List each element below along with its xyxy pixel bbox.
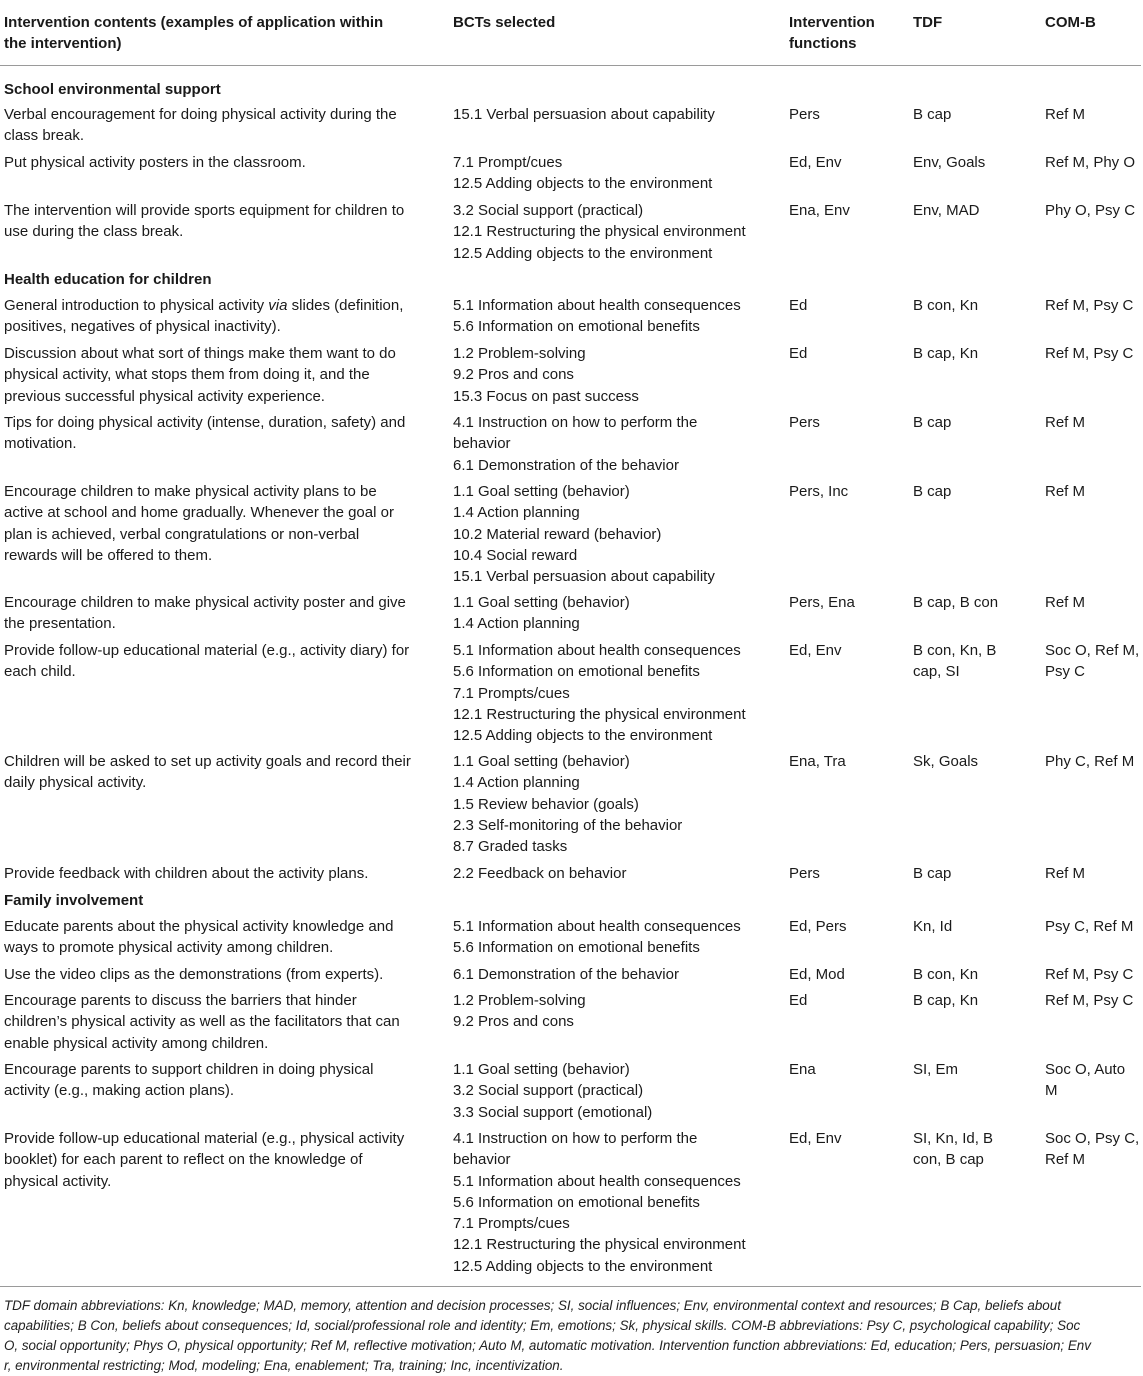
cell-line: B cap [913, 865, 952, 882]
cell-line: Encourage parents to support children in doing physical [4, 1061, 374, 1078]
cell-intervention-contents [4, 200, 404, 243]
cell-line: Ref M [1045, 106, 1086, 123]
cell-com-b [1045, 1059, 1125, 1102]
cell-com-b [1045, 1128, 1139, 1171]
cell-intervention-functions [789, 1059, 816, 1080]
cell-intervention-functions [789, 481, 848, 502]
cell-line: 12.5 Adding objects to the environment [453, 1257, 713, 1275]
cell-line: 1.4 Action planning [453, 504, 580, 522]
cell-intervention-functions [789, 964, 845, 985]
cell-intervention-contents [4, 343, 396, 407]
cell-line: Children will be asked to set up activity goals and record their [4, 753, 411, 770]
cell-com-b [1045, 200, 1135, 221]
cell-line: General introduction to physical activity via slides (definition, [4, 297, 404, 314]
cell-line: B con, Kn [913, 966, 979, 983]
cell-line: Provide feedback with children about the activity plans. [4, 865, 369, 882]
cell-line: 2.2 Feedback on behavior [453, 865, 627, 882]
cell-line: plan is achieved, verbal congratulations or non-verbal [4, 525, 360, 543]
cell-intervention-functions [789, 412, 820, 433]
cell-tdf [913, 295, 978, 316]
cell-line: daily physical activity. [4, 774, 147, 792]
cell-line: 1.4 Action planning [453, 615, 580, 633]
cell-bcts-selected [453, 964, 679, 985]
cell-tdf [913, 751, 978, 772]
cell-line: 12.5 Adding objects to the environment [453, 244, 713, 262]
cell-tdf [913, 481, 951, 502]
cell-line: Ref M [1045, 865, 1086, 882]
cell-line: 12.1 Restructuring the physical environment [453, 223, 746, 241]
cell-intervention-functions [789, 592, 855, 613]
cell-line: 6.1 Demonstration of the behavior [453, 966, 679, 983]
cell-line: Soc O, Auto [1045, 1061, 1126, 1078]
cell-tdf [913, 863, 951, 884]
cell-line: B cap [913, 483, 952, 500]
header-bcts-selected: BCTs selected [453, 14, 556, 31]
cell-line: Ed, Env [789, 154, 842, 171]
cell-tdf [913, 200, 979, 221]
cell-intervention-contents [4, 1128, 404, 1192]
cell-com-b [1045, 152, 1135, 173]
cell-line: Pers [789, 106, 820, 123]
cell-line: booklet) for each parent to reflect on the knowledge of [4, 1151, 363, 1169]
cell-line: 3.3 Social support (emotional) [453, 1103, 653, 1121]
cell-intervention-functions [789, 343, 807, 364]
cell-tdf [913, 592, 998, 613]
cell-line: 1.5 Review behavior (goals) [453, 795, 639, 813]
cell-tdf [913, 152, 985, 173]
cell-line: 6.1 Demonstration of the behavior [453, 456, 679, 474]
cell-com-b [1045, 104, 1085, 125]
cell-line: 4.1 Instruction on how to perform the [453, 414, 698, 431]
cell-bcts-selected [453, 863, 626, 884]
table-bottom-divider [0, 1286, 1141, 1287]
cell-line: the presentation. [4, 615, 116, 633]
cell-intervention-contents [4, 412, 405, 455]
cell-intervention-contents [4, 863, 368, 884]
cell-line: 12.1 Restructuring the physical environment [453, 705, 746, 723]
cell-line: 10.2 Material reward (behavior) [453, 525, 662, 543]
table-footnote [4, 1296, 1140, 1376]
cell-line: 2.3 Self-monitoring of the behavior [453, 816, 683, 834]
cell-line: 5.6 Information on emotional benefits [453, 663, 700, 681]
cell-line: B cap [913, 106, 952, 123]
cell-line: Soc O, Psy C, [1045, 1130, 1140, 1147]
cell-line: M [1045, 1082, 1058, 1100]
cell-line: ways to promote physical activity among children. [4, 939, 334, 957]
cell-line: physical activity. [4, 1172, 112, 1190]
header-com-b: COM-B [1045, 14, 1096, 31]
cell-com-b [1045, 592, 1085, 613]
cell-line: SI, Em [913, 1061, 959, 1078]
cell-line: 5.1 Information about health consequences [453, 642, 741, 659]
cell-line: Ref M, Psy C [1045, 345, 1134, 362]
cell-line: use during the class break. [4, 223, 184, 241]
cell-line: B cap, Kn [913, 345, 979, 362]
cell-line: 9.2 Pros and cons [453, 1013, 574, 1031]
cell-bcts-selected [453, 152, 712, 195]
cell-line: physical activity, what stops them from doing it, and the [4, 366, 370, 384]
cell-intervention-functions [789, 1128, 842, 1149]
cell-line: Phy C, Ref M [1045, 753, 1135, 770]
cell-line: Ref M, Psy C [1045, 297, 1134, 314]
cell-com-b [1045, 751, 1134, 772]
cell-line: 8.7 Graded tasks [453, 838, 568, 856]
cell-intervention-contents [4, 964, 383, 985]
cell-line: B cap, B con [913, 594, 999, 611]
cell-line: rewards will be offered to them. [4, 546, 213, 564]
cell-com-b [1045, 863, 1085, 884]
cell-intervention-functions [789, 640, 842, 661]
cell-line: cap, SI [913, 663, 960, 681]
cell-intervention-contents [4, 916, 393, 959]
cell-line: Ed [789, 345, 808, 362]
cell-line: Env, MAD [913, 202, 980, 219]
footnote-line: capabilities; B Con, beliefs about consequences; Id, social/professional role and identity; Em, emotions; Sk, physical skills. COM-B abbreviations: Psy C, psychological capability; Soc [4, 1318, 1081, 1333]
cell-line: Ena [789, 1061, 816, 1078]
cell-line: Pers [789, 865, 820, 882]
cell-tdf [913, 1128, 993, 1171]
cell-com-b [1045, 916, 1133, 937]
cell-line: Pers, Ena [789, 594, 855, 611]
header-intervention-contents: Intervention contents (examples of application within the intervention) [4, 14, 384, 53]
cell-line: The intervention will provide sports equipment for children to [4, 202, 405, 219]
header-tdf: TDF [913, 14, 943, 31]
cell-line: Discussion about what sort of things make them want to do [4, 345, 396, 362]
cell-line: Soc O, Ref M, [1045, 642, 1140, 659]
cell-line: con, B cap [913, 1151, 984, 1169]
cell-line: Provide follow-up educational material (e.g., physical activity [4, 1130, 405, 1147]
cell-line: Tips for doing physical activity (intense, duration, safety) and [4, 414, 406, 431]
footnote-line: TDF domain abbreviations: Kn, knowledge; MAD, memory, attention and decision processes; SI, social influences; Env, environmental context and resources; B Cap, beliefs about [4, 1298, 1061, 1313]
cell-line: active at school and home gradually. Whenever the goal or [4, 504, 394, 522]
cell-tdf [913, 964, 978, 985]
cell-line: 12.1 Restructuring the physical environment [453, 1236, 746, 1254]
cell-line: 1.1 Goal setting (behavior) [453, 753, 630, 770]
cell-line: 7.1 Prompts/cues [453, 684, 570, 702]
cell-intervention-functions [789, 916, 847, 937]
cell-line: Provide follow-up educational material (e.g., activity diary) for [4, 642, 410, 659]
cell-intervention-contents [4, 152, 306, 173]
cell-line: Ed, Env [789, 1130, 842, 1147]
cell-line: motivation. [4, 435, 77, 453]
cell-bcts-selected [453, 295, 741, 338]
cell-intervention-functions [789, 104, 820, 125]
cell-line: Psy C, Ref M [1045, 918, 1134, 935]
cell-line: 5.1 Information about health consequences [453, 1172, 741, 1190]
cell-line: B cap [913, 414, 952, 431]
cell-intervention-contents [4, 990, 400, 1054]
cell-line: 1.2 Problem-solving [453, 992, 586, 1009]
header-intervention-functions: Intervention functions [789, 14, 875, 53]
cell-line: 10.4 Social reward [453, 546, 578, 564]
cell-intervention-functions [789, 863, 820, 884]
cell-line: 12.5 Adding objects to the environment [453, 175, 713, 193]
cell-line: Ed [789, 992, 808, 1009]
cell-line: 15.3 Focus on past success [453, 387, 639, 405]
cell-line: 9.2 Pros and cons [453, 366, 574, 384]
cell-bcts-selected [453, 640, 746, 746]
cell-line: 15.1 Verbal persuasion about capability [453, 568, 715, 586]
cell-line: 4.1 Instruction on how to perform the [453, 1130, 698, 1147]
cell-line: Phy O, Psy C [1045, 202, 1136, 219]
cell-line: B con, Kn [913, 297, 979, 314]
cell-line: Verbal encouragement for doing physical activity during the [4, 106, 397, 123]
cell-line: children’s physical activity as well as the facilitators that can [4, 1013, 400, 1031]
cell-com-b [1045, 412, 1085, 433]
cell-tdf [913, 1059, 958, 1080]
cell-bcts-selected [453, 343, 639, 407]
cell-line: Ed, Mod [789, 966, 845, 983]
cell-line: Ed, Env [789, 642, 842, 659]
section-heading: School environmental support [4, 81, 221, 98]
cell-line: 1.4 Action planning [453, 774, 580, 792]
cell-line: 5.1 Information about health consequences [453, 297, 741, 314]
cell-intervention-contents [4, 592, 406, 635]
cell-line: Encourage children to make physical activity poster and give [4, 594, 406, 611]
cell-line: 12.5 Adding objects to the environment [453, 727, 713, 745]
section-heading: Family involvement [4, 892, 144, 909]
cell-intervention-contents [4, 640, 409, 683]
footnote-line: r, environmental restricting; Mod, modeling; Ena, enablement; Tra, training; Inc, incentivization. [4, 1358, 564, 1373]
cell-line: SI, Kn, Id, B [913, 1130, 994, 1147]
footnote-line: O, social opportunity; Phys O, physical opportunity; Ref M, reflective motivation; Auto M, automatic motivation. Intervention function abbreviations: Ed, education; Pers, persuasion; Env [4, 1338, 1091, 1353]
cell-line: 3.2 Social support (practical) [453, 202, 644, 219]
cell-intervention-contents [4, 1059, 373, 1102]
cell-line: Ena, Tra [789, 753, 846, 770]
cell-bcts-selected [453, 104, 715, 125]
cell-bcts-selected [453, 1059, 652, 1123]
cell-tdf [913, 104, 951, 125]
cell-com-b [1045, 343, 1133, 364]
cell-line: Ed, Pers [789, 918, 847, 935]
cell-line: 1.1 Goal setting (behavior) [453, 483, 630, 500]
cell-line: 5.6 Information on emotional benefits [453, 318, 700, 336]
cell-tdf [913, 990, 978, 1011]
cell-com-b [1045, 640, 1139, 683]
cell-line: Pers [789, 414, 820, 431]
cell-com-b [1045, 990, 1133, 1011]
cell-intervention-functions [789, 295, 807, 316]
cell-line: 1.1 Goal setting (behavior) [453, 594, 630, 611]
cell-line: Ena, Env [789, 202, 850, 219]
cell-bcts-selected [453, 751, 682, 857]
cell-line: activity (e.g., making action plans). [4, 1082, 235, 1100]
cell-bcts-selected [453, 412, 697, 476]
cell-line: Encourage children to make physical activity plans to be [4, 483, 377, 500]
cell-line: positives, negatives of physical inactivity). [4, 318, 281, 336]
cell-line: Psy C [1045, 663, 1086, 681]
cell-line: 5.6 Information on emotional benefits [453, 939, 700, 957]
cell-com-b [1045, 295, 1133, 316]
cell-line: 5.1 Information about health consequences [453, 918, 741, 935]
cell-line: 1.2 Problem-solving [453, 345, 586, 362]
cell-bcts-selected [453, 200, 746, 264]
cell-line: behavior [453, 435, 511, 453]
header-divider [0, 65, 1141, 66]
cell-intervention-functions [789, 751, 846, 772]
cell-com-b [1045, 964, 1133, 985]
cell-intervention-functions [789, 990, 807, 1011]
cell-line: Ref M [1045, 414, 1086, 431]
cell-line: B con, Kn, B [913, 642, 997, 659]
cell-line: enable physical activity among children. [4, 1034, 269, 1052]
cell-line: Kn, Id [913, 918, 953, 935]
cell-line: 1.1 Goal setting (behavior) [453, 1061, 630, 1078]
cell-line: each child. [4, 663, 76, 681]
cell-intervention-contents [4, 481, 394, 566]
cell-line: behavior [453, 1151, 511, 1169]
cell-intervention-functions [789, 200, 850, 221]
cell-line: 3.2 Social support (practical) [453, 1082, 644, 1100]
cell-line: Sk, Goals [913, 753, 979, 770]
cell-bcts-selected [453, 916, 741, 959]
cell-intervention-contents [4, 104, 397, 147]
cell-tdf [913, 916, 952, 937]
cell-line: Ref M, Phy O [1045, 154, 1136, 171]
cell-line: Ref M [1045, 483, 1086, 500]
section-heading: Health education for children [4, 271, 212, 288]
cell-line: Ref M [1045, 1151, 1086, 1169]
cell-tdf [913, 640, 996, 683]
cell-line: Ed [789, 297, 808, 314]
cell-line: B cap, Kn [913, 992, 979, 1009]
cell-intervention-contents [4, 295, 403, 338]
cell-bcts-selected [453, 990, 586, 1033]
cell-line: Env, Goals [913, 154, 986, 171]
cell-line: Use the video clips as the demonstrations (from experts). [4, 966, 384, 983]
cell-line: previous successful physical activity experience. [4, 387, 325, 405]
cell-bcts-selected [453, 592, 630, 635]
cell-intervention-contents [4, 751, 411, 794]
cell-line: Ref M, Psy C [1045, 992, 1134, 1009]
cell-line: 7.1 Prompts/cues [453, 1215, 570, 1233]
cell-line: Encourage parents to discuss the barriers that hinder [4, 992, 357, 1009]
cell-tdf [913, 343, 978, 364]
cell-line: Put physical activity posters in the classroom. [4, 154, 306, 171]
cell-line: Ref M, Psy C [1045, 966, 1134, 983]
cell-bcts-selected [453, 1128, 746, 1277]
cell-line: class break. [4, 127, 85, 145]
cell-line: Ref M [1045, 594, 1086, 611]
cell-line: Educate parents about the physical activity knowledge and [4, 918, 394, 935]
cell-line: 15.1 Verbal persuasion about capability [453, 106, 715, 123]
cell-tdf [913, 412, 951, 433]
cell-intervention-functions [789, 152, 842, 173]
cell-line: Pers, Inc [789, 483, 849, 500]
cell-bcts-selected [453, 481, 715, 587]
cell-line: 7.1 Prompt/cues [453, 154, 563, 171]
cell-com-b [1045, 481, 1085, 502]
cell-line: 5.6 Information on emotional benefits [453, 1193, 700, 1211]
